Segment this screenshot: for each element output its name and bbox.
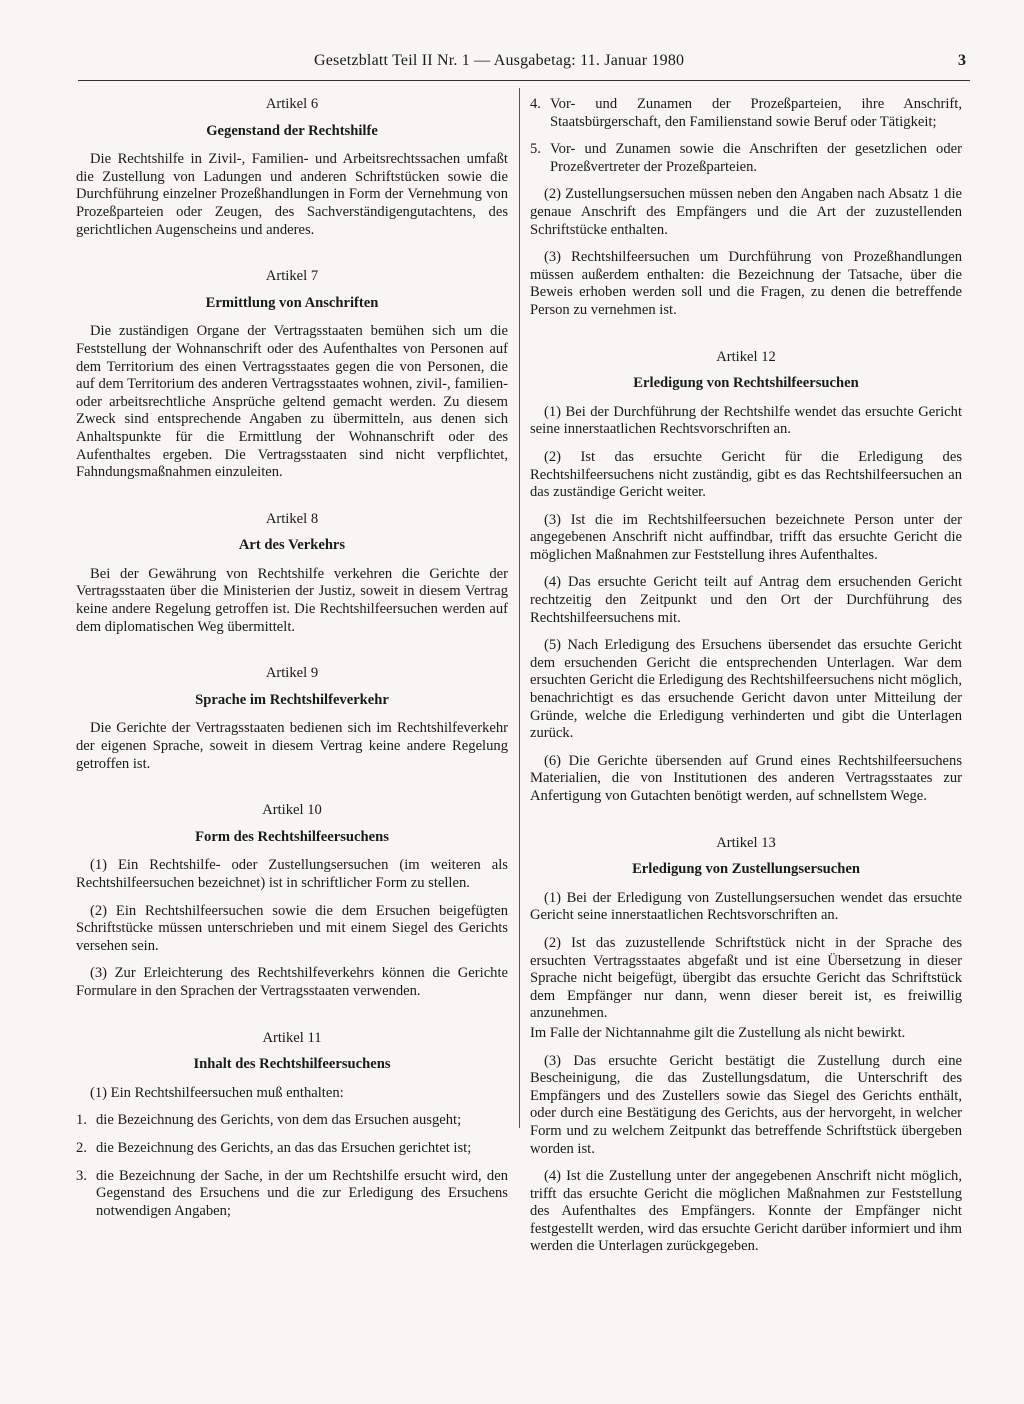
- article-9: [76, 665, 508, 773]
- spacer: [76, 492, 508, 511]
- paragraph: (5) Nach Erledigung des Ersuchens übersendet das ersuchte Gericht dem ersuchenden Gericht die entsprechenden Unterlagen. War dem ersuchten Gericht die Erledigung des Rechtshilfeersuchens nicht möglich, benachrichtigt es das ersuchende Gericht davon unter Mitteilung der Gründe, welche die Erledigung verhinderten und gibt die Unterlagen zurück.: [530, 637, 963, 742]
- list-text: Vor- und Zunamen sowie die Anschriften der gesetzlichen oder Prozeßvertreter der Prozeßparteien.: [550, 141, 962, 175]
- list-text: die Bezeichnung des Gerichts, von dem das Ersuchen ausgeht;: [96, 1112, 462, 1129]
- paragraph: (3) Ist die im Rechtshilfeersuchen bezeichnete Person unter der angegebenen Anschrift nicht auffindbar, trifft das ersuchte Gericht die möglichen Maßnahmen zur Feststellung ihres Aufenthaltes.: [530, 511, 962, 563]
- article-11-continued: [530, 96, 962, 320]
- spacer: [530, 816, 962, 835]
- list-item: [530, 96, 962, 131]
- paragraph: (1) Bei der Durchführung der Rechtshilfe wendet das ersuchte Gericht seine innerstaatlichen Rechtsvorschriften an.: [530, 403, 962, 438]
- article-7: [76, 268, 508, 482]
- list-number: 4.: [530, 96, 541, 112]
- article-number: Artikel 10: [262, 802, 322, 819]
- spacer: [530, 330, 962, 349]
- list-item: [76, 1140, 508, 1158]
- paragraph: (3) Zur Erleichterung des Rechtshilfeverkehrs können die Gerichte Formulare in den Sprachen der Vertragsstaaten verwenden.: [76, 965, 508, 999]
- paragraph: Die zuständigen Organe der Vertragsstaaten bemühen sich um die Feststellung der Wohnanschrift oder des Aufenthaltes von Personen auf dem Territorium des einen Vertragsstaates gegen die von Personen, die auf dem Territorium des anderen Vertragsstaates wohnen, zivil-, familien- oder arbeitsrechtliche Ansprüche geltend gemacht werden. Zu diesem Zweck sind entsprechende Angaben zu übermitteln, aus denen sich Anhaltspunkte für die Ermittlung der Wohnanschrift oder des Aufenthaltes ergeben. Die Vertragsstaaten sind nicht verpflichtet, Fahndungsmaßnahmen einzuleiten.: [76, 323, 508, 481]
- article-title: Ermittlung von Anschriften: [205, 294, 379, 311]
- paragraph: (6) Die Gerichte übersenden auf Grund eines Rechtshilfeersuchens Materialien, die von Institutionen des anderen Vertragsstaates zur Anfertigung von Gutachten benötigt werden, auf schnellstem Wege.: [530, 752, 962, 804]
- paragraph: (1) Ein Rechtshilfe- oder Zustellungsersuchen (im weiteren als Rechtshilfeersuchen bezeichnet) ist in schriftlicher Form zu stellen.: [76, 857, 508, 891]
- article-title: Inhalt des Rechtshilfeersuchens: [193, 1056, 391, 1073]
- left-column: [76, 96, 508, 1230]
- article-number: Artikel 9: [265, 665, 319, 682]
- article-number: Artikel 7: [265, 268, 319, 285]
- paragraph: (3) Rechtshilfeersuchen um Durchführung von Prozeßhandlungen müssen außerdem enthalten: die Bezeichnung der Tatsache, über die Beweis erhoben werden soll und die Fragen, zu denen die betreffende Person zu vernehmen ist.: [530, 249, 962, 318]
- article-number: Artikel 13: [716, 834, 776, 851]
- list-item: [530, 141, 962, 176]
- article-12: [530, 349, 962, 806]
- article-6: [76, 96, 508, 239]
- paragraph: (4) Das ersuchte Gericht teilt auf Antrag dem ersuchenden Gericht rechtzeitig den Zeitpunkt und den Ort der Durchführung des Rechtshilfeersuchens mit.: [530, 574, 962, 626]
- article-10: [76, 802, 508, 1000]
- page-header: [0, 52, 1024, 78]
- paragraph: Die Rechtshilfe in Zivil-, Familien- und Arbeitsrechtssachen umfaßt die Zustellung von Ladungen und anderen Schriftstücken sowie die Durchführung einzelner Prozeßhandlungen in Form der Vernehmung von Prozeßparteien oder Zeugen, des Sachverständigengutachtens, des gerichtlichen Augenscheins und anderes.: [76, 151, 508, 238]
- list-number: 1.: [76, 1112, 87, 1129]
- article-title: Sprache im Rechtshilfeverkehr: [195, 691, 389, 708]
- list-text: die Bezeichnung des Gerichts, an das das Ersuchen gerichtet ist;: [96, 1139, 472, 1156]
- paragraph: (2) Zustellungsersuchen müssen neben den Angaben nach Absatz 1 die genaue Anschrift des Empfängers und die Art der zuzustellenden Schriftstücke enthalten.: [530, 186, 962, 238]
- article-title: Form des Rechtshilfeersuchens: [195, 828, 389, 845]
- article-13: [530, 835, 962, 1256]
- article-number: Artikel 11: [262, 1029, 322, 1046]
- list-text: Vor- und Zunamen der Prozeßparteien, ihre Anschrift, Staatsbürgerschaft, den Familienstand sowie Beruf oder Tätigkeit;: [550, 96, 962, 130]
- paragraph: (3) Das ersuchte Gericht bestätigt die Zustellung durch eine Bescheinigung, die das Zustellungsdatum, die Unterschrift des Empfängers und des Zustellers sowie das Siegel des Gerichts enthält, oder durch eine Bestätigung des Gerichts, aus der hervorgeht, in welcher Form und zu welchem Zeitpunkt das betreffende Schriftstück übergeben worden ist.: [530, 1052, 962, 1157]
- article-number: Artikel 6: [265, 96, 319, 112]
- article-title: Art des Verkehrs: [238, 537, 346, 554]
- article-number: Artikel 8: [265, 510, 319, 527]
- article-number: Artikel 12: [716, 348, 776, 365]
- header-rule: [78, 80, 970, 81]
- article-title: Erledigung von Rechtshilfeersuchen: [633, 375, 859, 392]
- gazette-title: Gesetzblatt Teil II Nr. 1 — Ausgabetag: 11. Januar 1980: [314, 52, 685, 69]
- spacer: [76, 783, 508, 802]
- right-column: [530, 96, 962, 1266]
- paragraph: (1) Ein Rechtshilfeersuchen muß enthalten:: [90, 1084, 344, 1101]
- list-item: [76, 1112, 508, 1130]
- article-title: Gegenstand der Rechtshilfe: [206, 122, 378, 139]
- spacer: [76, 1011, 508, 1030]
- spacer: [76, 249, 508, 268]
- list-item: [76, 1168, 508, 1221]
- paragraph: Bei der Gewährung von Rechtshilfe verkehren die Gerichte der Vertragsstaaten über die Ministerien der Justiz, soweit in diesem Vertrag keine andere Regelung getroffen ist. Die Rechtshilfeersuchen werden auf dem diplomatischen Weg übermittelt.: [76, 565, 508, 635]
- list-number: 3.: [76, 1167, 87, 1184]
- paragraph: (2) Ein Rechtshilfeersuchen sowie die dem Ersuchen beigefügten Schriftstücke müssen unterschrieben und mit einem Siegel des Gerichts versehen sein.: [76, 902, 508, 954]
- article-11: [76, 1030, 508, 1221]
- page-number: 3: [958, 52, 966, 69]
- paragraph: (4) Ist die Zustellung unter der angegebenen Anschrift nicht möglich, trifft das ersuchte Gericht die möglichen Maßnahmen zur Feststellung des Aufenthaltes des Empfängers. Konnte der Empfänger nicht festgestellt werden, wird das ersuchte Gericht darüber informiert und ihm werden die Unterlagen zurückgegeben.: [530, 1168, 962, 1255]
- article-title: Erledigung von Zustellungsersuchen: [632, 861, 860, 878]
- spacer: [76, 646, 508, 665]
- paragraph: Die Gerichte der Vertragsstaaten bedienen sich im Rechtshilfeverkehr der eigenen Sprache, soweit in diesem Vertrag keine andere Regelung getroffen ist.: [76, 720, 508, 772]
- paragraph: (1) Bei der Erledigung von Zustellungsersuchen wendet das ersuchte Gericht seine innerstaatlichen Rechtsvorschriften an.: [530, 889, 962, 924]
- article-8: [76, 511, 508, 637]
- paragraph: (2) Ist das ersuchte Gericht für die Erledigung des Rechtshilfeersuchens nicht zuständig, gibt es das Rechtshilfeersuchen an das zuständige Gericht weiter.: [530, 448, 962, 501]
- paragraph: (2) Ist das zuzustellende Schriftstück nicht in der Sprache des ersuchten Vertragsstaates abgefaßt und ist eine Übersetzung in dieser Sprache nicht beigefügt, übergibt das ersuchte Gericht das Schriftstück dem Empfänger nur dann, wenn dieser bereit ist, es freiwillig anzunehmen.: [530, 934, 962, 1022]
- column-divider: [519, 88, 520, 1128]
- list-text: die Bezeichnung der Sache, in der um Rechtshilfe ersucht wird, den Gegenstand des Ersuchens und die zur Erledigung des Ersuchens notwendigen Angaben;: [96, 1167, 508, 1219]
- paragraph: Im Falle der Nichtannahme gilt die Zustellung als nicht bewirkt.: [530, 1024, 906, 1041]
- list-number: 5.: [530, 141, 541, 158]
- list-number: 2.: [76, 1139, 87, 1156]
